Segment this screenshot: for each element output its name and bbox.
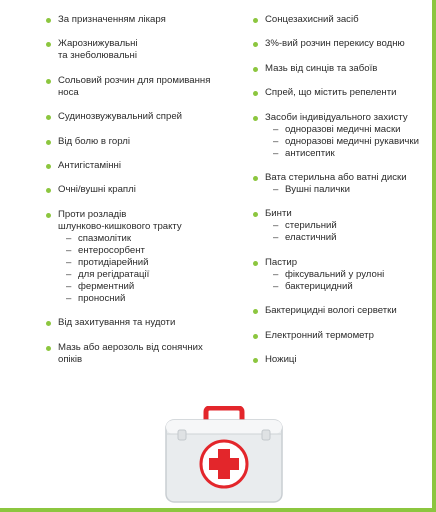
sub-item-label: одноразові медичні маски: [285, 123, 401, 135]
sub-list-item: [273, 136, 428, 148]
bullet-icon: [253, 116, 258, 121]
bullet-icon: [46, 164, 51, 169]
dash-icon: –: [66, 232, 72, 244]
sub-list-item: [66, 269, 241, 281]
sub-list-item: [273, 124, 428, 136]
bullet-icon: [253, 261, 258, 266]
list-item: [46, 75, 241, 99]
bullet-icon: [46, 115, 51, 120]
item-label: Судинозвужувальний спрей: [58, 111, 183, 123]
sub-list-item: [66, 245, 241, 257]
sub-list-item: [273, 281, 428, 293]
bullet-icon: [46, 79, 51, 84]
bullet-icon: [253, 176, 258, 181]
sub-item-label: антисептик: [285, 147, 335, 159]
dash-icon: –: [273, 268, 279, 280]
list-item: [253, 330, 428, 342]
dash-icon: –: [273, 147, 279, 159]
sub-list: [265, 220, 428, 244]
sub-list-item: [66, 293, 241, 305]
item-label: Вата стерильна або ватні диски: [265, 171, 407, 183]
item-label: Спрей, що містить репеленти: [265, 87, 397, 99]
list-item: [46, 111, 241, 123]
list-item: [253, 257, 428, 293]
sub-item-label: спазмолітик: [78, 232, 132, 244]
bullet-icon: [253, 67, 258, 72]
list-item: [46, 136, 241, 148]
sub-item-label: Вушні палички: [285, 183, 350, 195]
sub-item-label: еластичний: [285, 232, 337, 244]
sub-list-item: [273, 184, 428, 196]
dash-icon: –: [273, 183, 279, 195]
list-item: [253, 208, 428, 244]
sub-list-item: [66, 257, 241, 269]
right-list: [253, 14, 428, 366]
bullet-icon: [46, 42, 51, 47]
item-label: Антигістамінні: [58, 159, 121, 171]
sub-list-item: [66, 233, 241, 245]
item-label: Сольовий розчин для промивання носа: [58, 74, 211, 98]
sub-list-item: [273, 232, 428, 244]
item-label: Бактерицидні вологі серветки: [265, 305, 397, 317]
sub-item-label: бактерицидний: [285, 280, 353, 292]
list-item: [253, 112, 428, 160]
list-item: [253, 14, 428, 26]
item-label: Засоби індивідуального захисту: [265, 111, 408, 123]
sub-item-label: ентеросорбент: [78, 244, 145, 256]
left-column: [46, 14, 241, 378]
sub-list-item: [66, 281, 241, 293]
item-label: Сонцезахисний засіб: [265, 14, 359, 25]
list-item: [253, 87, 428, 99]
list-item: [46, 160, 241, 172]
bullet-icon: [253, 334, 258, 339]
item-label: Очні/вушні краплі: [58, 184, 136, 196]
list-item: [46, 184, 241, 196]
dash-icon: –: [273, 135, 279, 147]
dash-icon: –: [273, 123, 279, 135]
item-label: Проти розладів шлунково-кишкового тракту: [58, 208, 182, 232]
sub-item-label: проносний: [78, 292, 126, 304]
bullet-icon: [253, 212, 258, 217]
sub-list: [58, 233, 241, 305]
list-item: [46, 317, 241, 329]
bullet-icon: [253, 18, 258, 23]
first-aid-kit-icon: [164, 406, 284, 509]
item-label: Бинти: [265, 208, 292, 220]
bullet-icon: [46, 346, 51, 351]
list-item: [253, 172, 428, 196]
dash-icon: –: [66, 268, 72, 280]
dash-icon: –: [66, 256, 72, 268]
bullet-icon: [253, 309, 258, 314]
bullet-icon: [253, 358, 258, 363]
bullet-icon: [46, 140, 51, 145]
list-item: [253, 354, 428, 366]
bullet-icon: [253, 91, 258, 96]
list-item: [253, 305, 428, 317]
sub-item-label: фіксувальний у рулоні: [285, 268, 385, 280]
sub-list-item: [273, 220, 428, 232]
list-item: [253, 63, 428, 75]
list-item: [46, 209, 241, 305]
list-item: [46, 342, 241, 366]
item-label: Мазь або аерозоль від сонячних опіків: [58, 341, 203, 365]
sub-item-label: ферментний: [78, 280, 135, 292]
sub-item-label: стерильний: [285, 220, 337, 232]
item-label: Електронний термометр: [265, 329, 374, 341]
dash-icon: –: [66, 244, 72, 256]
item-label: 3%-вий розчин перекису водню: [265, 38, 405, 50]
dash-icon: –: [66, 292, 72, 304]
item-label: Ножиці: [265, 353, 297, 365]
sub-list-item: [273, 269, 428, 281]
bullet-icon: [46, 188, 51, 193]
item-label: За призначенням лікаря: [58, 14, 166, 25]
bullet-icon: [46, 213, 51, 218]
list-item: [253, 38, 428, 50]
item-label: Мазь від синців та забоїв: [265, 62, 378, 74]
right-column: [253, 14, 428, 378]
bullet-icon: [46, 321, 51, 326]
sub-list: [265, 124, 428, 160]
sub-item-label: протидіарейний: [78, 256, 149, 268]
dash-icon: –: [66, 280, 72, 292]
item-label: Жарознижувальні та знеболювальні: [58, 38, 138, 62]
item-label: Від захитування та нудоти: [58, 317, 176, 329]
item-label: Пастир: [265, 256, 298, 268]
list-item: [46, 38, 241, 62]
dash-icon: –: [273, 232, 279, 244]
dash-icon: –: [273, 220, 279, 232]
dash-icon: –: [273, 280, 279, 292]
bullet-icon: [46, 18, 51, 23]
sub-list: [265, 184, 428, 196]
item-label: Від болю в горлі: [58, 135, 130, 147]
sub-list-item: [273, 148, 428, 160]
list-item: [46, 14, 241, 26]
sub-item-label: одноразові медичні рукавички: [285, 135, 419, 147]
sub-item-label: для регідратації: [78, 268, 150, 280]
bullet-icon: [253, 42, 258, 47]
left-list: [46, 14, 241, 366]
sub-list: [265, 269, 428, 293]
